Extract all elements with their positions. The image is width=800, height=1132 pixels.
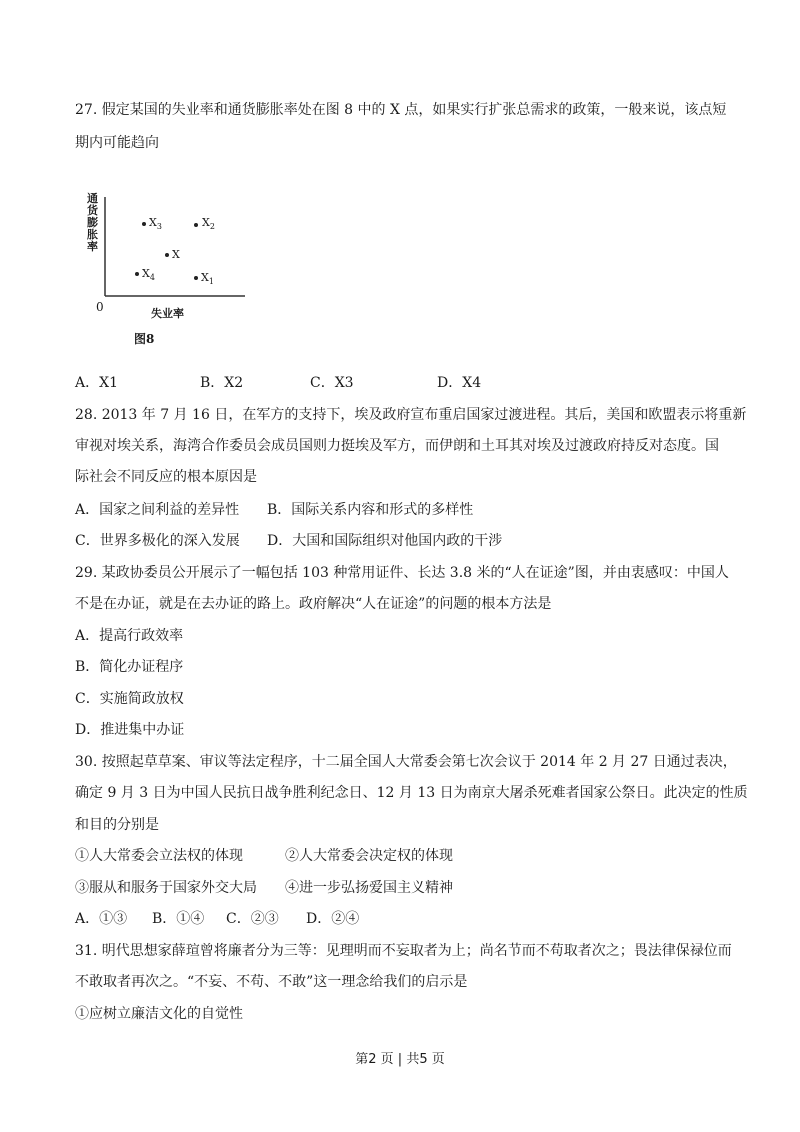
y-axis-label: 通货膨胀率 — [87, 192, 98, 253]
q28-option-a[interactable]: A．国家之间利益的差异性 — [75, 502, 240, 518]
q30-item-3: ③服从和服务于国家外交大局 — [75, 880, 257, 896]
q27-option-b[interactable]: B．X2 — [200, 375, 244, 391]
x-axis-label: 失业率 — [151, 307, 184, 320]
label-x3: $X_3$ — [149, 216, 162, 232]
q30-line-3: 和目的分别是 — [75, 817, 159, 833]
figure-axes — [75, 185, 265, 315]
q31-line-2: 不敢取者再次之。“不妄、不苟、不敢”这一理念给我们的启示是 — [75, 974, 468, 990]
q28-line-3: 际社会不同反应的根本原因是 — [75, 469, 257, 485]
q30-line-1: 30. 按照起草草案、审议等法定程序，十二届全国人大常委会第七次会议于 2014 年 2 月 27 日通过表决， — [75, 754, 737, 770]
q30-option-d[interactable]: D．②④ — [306, 911, 360, 927]
point-x1 — [194, 276, 198, 280]
q27-option-a[interactable]: A．X1 — [75, 375, 118, 391]
q30-option-b[interactable]: B．①④ — [152, 911, 205, 927]
q29-option-a[interactable]: A．提高行政效率 — [75, 628, 184, 644]
q30-item-1: ①人大常委会立法权的体现 — [75, 848, 243, 864]
figure-caption: 图8 — [134, 332, 155, 346]
point-x4 — [135, 272, 139, 276]
q28-option-b[interactable]: B．国际关系内容和形式的多样性 — [267, 502, 474, 518]
q28-option-c[interactable]: C．世界多极化的深入发展 — [75, 533, 240, 549]
q28-option-d[interactable]: D．大国和国际组织对他国内政的干涉 — [267, 533, 503, 549]
q31-line-1: 31. 明代思想家薛瑄曾将廉者分为三等：见理明而不妄取者为上；尚名节而不苟取者次之；畏法律保禄位而 — [75, 943, 732, 959]
q31-item-1: ①应树立廉洁文化的自觉性 — [75, 1006, 243, 1022]
q28-line-2: 审视对埃关系，海湾合作委员会成员国则力挺埃及军方，而伊朗和土耳其对埃及过渡政府持反对态度。国 — [75, 438, 719, 454]
label-x4: $X_4$ — [142, 267, 155, 283]
page-footer: 第2 页 | 共5 页 — [355, 1052, 445, 1067]
q29-line-1: 29. 某政协委员公开展示了一幅包括 103 种常用证件、长达 3.8 米的“人在证途”图，并由衷感叹：中国人 — [75, 565, 729, 581]
q28-line-1: 28. 2013 年 7 月 16 日，在军方的支持下，埃及政府宣布重启国家过渡进程。其后，美国和欧盟表示将重新 — [75, 407, 747, 423]
q29-option-d[interactable]: D．推进集中办证 — [75, 722, 185, 738]
point-x — [165, 253, 169, 257]
q27-option-d[interactable]: D．X4 — [437, 375, 482, 391]
q27-line-2: 期内可能趋向 — [75, 135, 159, 151]
q27-option-c[interactable]: C．X3 — [310, 375, 354, 391]
figure-8 — [75, 185, 265, 355]
q30-item-2: ②人大常委会决定权的体现 — [285, 848, 453, 864]
q29-option-b[interactable]: B．简化办证程序 — [75, 659, 184, 675]
q29-line-2: 不是在办证，就是在去办证的路上。政府解决“人在证途”的问题的根本方法是 — [75, 596, 552, 612]
q30-option-c[interactable]: C．②③ — [226, 911, 279, 927]
q30-item-4: ④进一步弘扬爱国主义精神 — [285, 880, 453, 896]
label-x2: $X_2$ — [202, 216, 215, 232]
q29-option-c[interactable]: C．实施简政放权 — [75, 691, 184, 707]
q27-line-1: 27. 假定某国的失业率和通货膨胀率处在图 8 中的 X 点，如果实行扩张总需求的政策，一般来说，该点短 — [75, 102, 727, 118]
point-x3 — [142, 222, 146, 226]
label-x1: $X_1$ — [201, 271, 214, 287]
label-x: X — [172, 248, 180, 261]
point-x2 — [194, 223, 198, 227]
q30-line-2: 确定 9 月 3 日为中国人民抗日战争胜利纪念日、12 月 13 日为南京大屠杀死难者国家公祭日。此决定的性质 — [75, 785, 748, 801]
origin-label: 0 — [96, 300, 104, 314]
q30-option-a[interactable]: A．①③ — [75, 911, 128, 927]
